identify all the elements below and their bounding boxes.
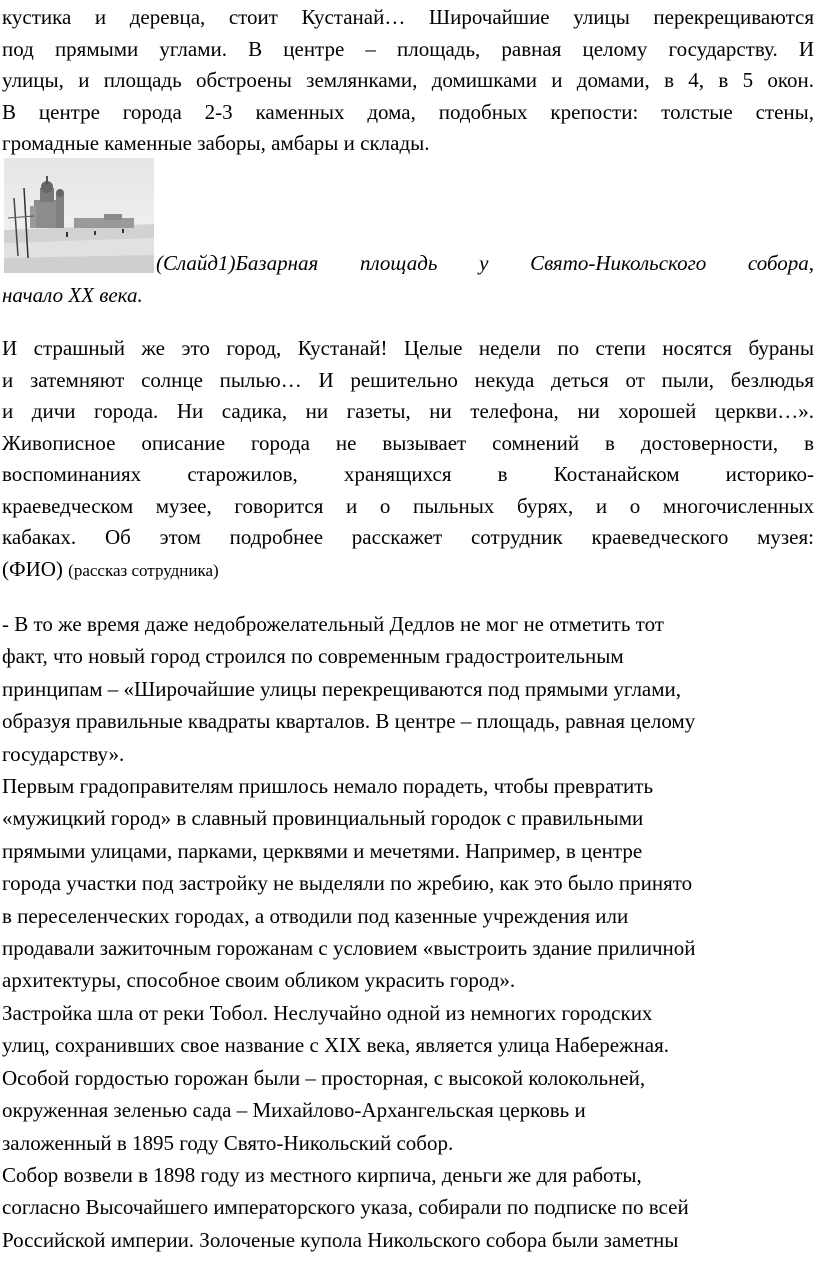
text-line: архитектуры, способное своим обликом украсить город». bbox=[2, 968, 516, 993]
text-line: прямыми улицами, парками, церквями и мечетями. Например, в центре bbox=[2, 838, 643, 863]
text-line: Первым градоправителям пришлось немало порадеть, чтобы превратить bbox=[2, 774, 654, 799]
text-line: улицы, и площадь обстроены землянками, домишками и домами, в 4, в 5 окон. bbox=[2, 68, 814, 92]
text-line: В центре города 2-3 каменных дома, подобных крепости: толстые стены, bbox=[2, 99, 814, 124]
paragraph-terrible-city bbox=[2, 333, 814, 586]
text-line: улиц, сохранивших свое название с XIX века, является улица Набережная. bbox=[2, 1033, 669, 1058]
staff-story-note: (рассказ сотрудника) bbox=[68, 560, 219, 580]
text-line: Живописное описание города не вызывает сомнений в достоверности, в bbox=[2, 430, 814, 455]
caption-line: (Слайд1)Базарная площадь у Свято-Никольского собора, bbox=[156, 251, 814, 275]
text-line: И страшный же это город, Кустанай! Целые недели по степи носятся бураны bbox=[2, 336, 814, 360]
text-line: Российской империи. Золоченые купола Никольского собора были заметны bbox=[2, 1227, 679, 1252]
fio-placeholder: (ФИО) bbox=[2, 556, 63, 581]
text-line: под прямыми углами. В центре – площадь, равная целому государству. И bbox=[2, 36, 814, 61]
text-line: заложенный в 1895 году Свято-Никольский собор. bbox=[2, 1130, 454, 1155]
text-line: государству». bbox=[2, 741, 125, 766]
text-line: «мужицкий город» в славный провинциальный городок с правильными bbox=[2, 806, 644, 831]
text-line: Застройка шла от реки Тобол. Неслучайно одной из немногих городских bbox=[2, 1000, 653, 1025]
paragraph-kustanai-streets bbox=[2, 2, 814, 160]
text-line: продавали зажиточным горожанам с условием «выстроить здание приличной bbox=[2, 936, 696, 961]
paragraph-city-planning bbox=[2, 608, 814, 1256]
text-line: и затемняют солнце пылью… И решительно некуда деться от пыли, безлюдья bbox=[2, 367, 814, 392]
text-line: - В то же время даже недоброжелательный Дедлов не мог не отметить тот bbox=[2, 612, 664, 636]
text-line: согласно Высочайшего императорского указа, собирали по подписке по всей bbox=[2, 1195, 689, 1220]
text-line: окруженная зеленью сада – Михайлово-Архангельская церковь и bbox=[2, 1098, 586, 1123]
text-line: краеведческом музее, говорится и о пыльных бурях, и о многочисленных bbox=[2, 493, 814, 518]
text-line: города участки под застройку не выделяли по жребию, как это было принято bbox=[2, 871, 693, 896]
text-line: кабаках. Об этом подробнее расскажет сотрудник краеведческого музея: bbox=[2, 525, 814, 549]
caption-line: начало XX века. bbox=[2, 282, 143, 307]
text-line: Особой гордостью горожан были – просторная, с высокой колокольней, bbox=[2, 1065, 646, 1090]
text-line: громадные каменные заборы, амбары и склады. bbox=[2, 131, 430, 155]
text-line bbox=[2, 554, 814, 587]
text-line: и дичи города. Ни садика, ни газеты, ни телефона, ни хорошей церкви…». bbox=[2, 399, 814, 423]
text-line: кустика и деревца, стоит Кустанай… Широчайшие улицы перекрещиваются bbox=[2, 5, 814, 29]
text-line: принципам – «Широчайшие улицы перекрещиваются под прямыми углами, bbox=[2, 676, 682, 701]
text-line: образуя правильные квадраты кварталов. В центре – площадь, равная целому bbox=[2, 709, 696, 734]
text-line: воспоминаниях старожилов, хранящихся в Костанайском историко- bbox=[2, 462, 814, 486]
photo-caption bbox=[2, 248, 814, 311]
text-line: факт, что новый город строился по современным градостроительным bbox=[2, 644, 624, 669]
text-line: в переселенческих городах, а отводили под казенные учреждения или bbox=[2, 903, 629, 928]
text-line: Собор возвели в 1898 году из местного кирпича, деньги же для работы, bbox=[2, 1162, 642, 1187]
